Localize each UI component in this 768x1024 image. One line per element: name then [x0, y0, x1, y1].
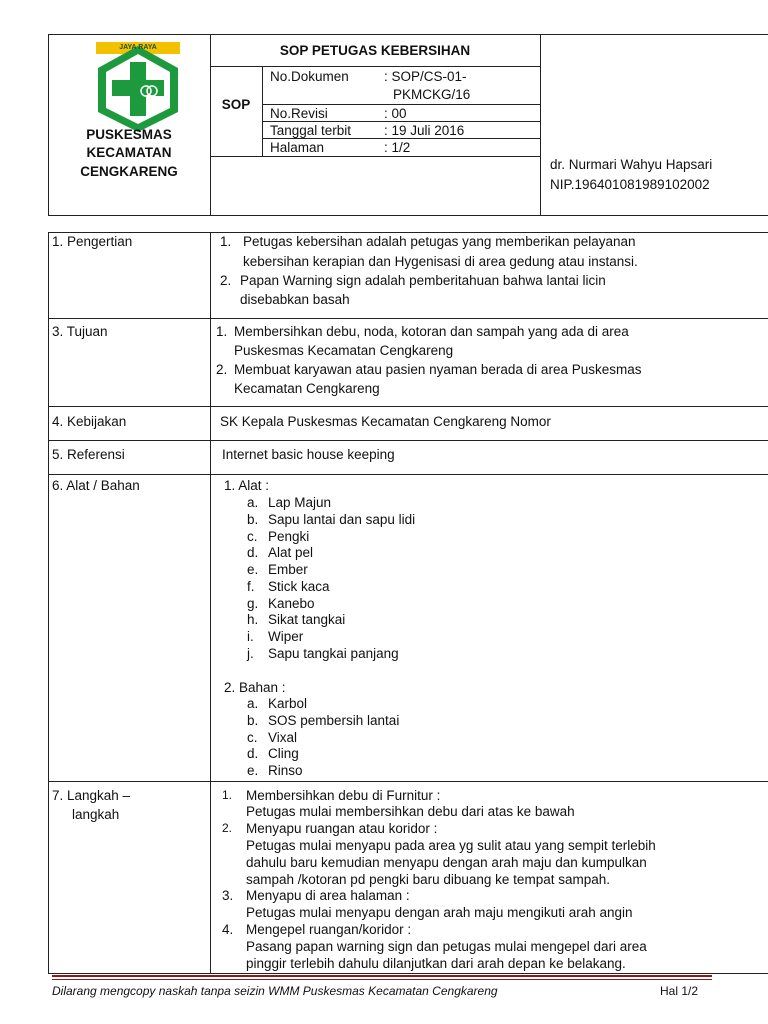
kebijakan-text: SK Kepala Puskesmas Kecamatan Cengkareng Nomor — [220, 414, 551, 429]
list-item-number: 1. — [216, 324, 228, 339]
step-text: Petugas mulai menyapu dengan arah maju mengikuti arah angin — [246, 905, 633, 920]
no-revisi-label: No.Revisi — [270, 106, 328, 121]
alat-item: Lap Majun — [268, 495, 332, 510]
bahan-key: b. — [247, 713, 259, 728]
alat-key: d. — [247, 545, 259, 560]
alat-item: Ember — [268, 562, 308, 577]
signer-nip: NIP.196401081989102002 — [550, 177, 710, 192]
no-dokumen-label: No.Dokumen — [270, 69, 349, 84]
bahan-key: c. — [247, 730, 258, 745]
alat-item: Alat pel — [268, 545, 314, 560]
alat-key: a. — [247, 495, 259, 510]
section-label-referensi: 5. Referensi — [52, 447, 125, 462]
section-label-tujuan: 3. Tujuan — [52, 324, 108, 339]
alat-key: j. — [247, 646, 254, 661]
logo-text: JAYA RAYA — [119, 44, 157, 51]
list-item: Kecamatan Cengkareng — [234, 381, 380, 396]
list-item: kebersihan kerapian dan Hygenisasi di area gedung atau instansi. — [243, 254, 638, 269]
bahan-item: Karbol — [268, 696, 308, 711]
alat-key: h. — [247, 612, 259, 627]
step-title: Menyapu di area halaman : — [246, 888, 410, 903]
no-revisi-value: : 00 — [384, 106, 407, 121]
alat-key: i. — [247, 629, 254, 644]
step-text: Petugas mulai membersihkan debu dari atas ke bawah — [246, 804, 575, 819]
alat-key: b. — [247, 512, 259, 527]
no-dokumen-value: : SOP/CS-01- — [384, 69, 467, 84]
tanggal-terbit-value: : 19 Juli 2016 — [384, 123, 465, 138]
alat-title: 1. Alat : — [224, 478, 270, 493]
divider — [210, 232, 211, 974]
alat-item: Stick kaca — [268, 579, 330, 594]
divider — [48, 318, 768, 319]
step-number: 1. — [222, 788, 233, 802]
step-text: Petugas mulai menyapu pada area yg sulit atau yang sempit terlebih — [246, 838, 656, 853]
divider — [48, 474, 768, 475]
list-item: Papan Warning sign adalah pemberitahuan bahwa lantai licin — [240, 273, 606, 288]
section-label-alat-bahan: 6. Alat / Bahan — [52, 478, 140, 493]
alat-key: c. — [247, 529, 258, 544]
sop-label: SOP — [221, 97, 251, 112]
org-name-3: CENGKARENG — [80, 164, 178, 179]
step-number: 3. — [222, 888, 234, 903]
org-name-1: PUSKESMAS — [86, 127, 172, 142]
org-name-2: KECAMATAN — [86, 145, 172, 160]
divider — [540, 34, 541, 216]
section-label-kebijakan: 4. Kebijakan — [52, 414, 127, 429]
alat-item: Kanebo — [268, 596, 315, 611]
alat-item: Sapu lantai dan sapu lidi — [268, 512, 416, 527]
divider — [210, 66, 540, 67]
bahan-title: 2. Bahan : — [224, 680, 286, 695]
step-title: Menyapu ruangan atau koridor : — [246, 821, 438, 836]
bahan-item: SOS pembersih lantai — [268, 713, 400, 728]
divider — [48, 781, 768, 782]
page-number: Hal 1/2 — [660, 984, 699, 998]
footer-notice: Dilarang mengcopy naskah tanpa seizin WMM Puskesmas Kecamatan Cengkareng — [52, 984, 498, 998]
signer-name: dr. Nurmari Wahyu Hapsari — [550, 157, 713, 172]
bahan-item: Cling — [268, 746, 299, 761]
divider — [262, 66, 263, 156]
list-item: Membuat karyawan atau pasien nyaman berada di area Puskesmas — [234, 362, 642, 377]
step-title: Mengepel ruangan/koridor : — [246, 922, 412, 937]
divider — [48, 440, 768, 441]
step-text: Pasang papan warning sign dan petugas mulai mengepel dari area — [246, 939, 647, 954]
footer-rule — [52, 975, 712, 977]
bahan-key: d. — [247, 746, 259, 761]
list-item: Membersihkan debu, noda, kotoran dan sampah yang ada di area — [234, 324, 629, 339]
bahan-item: Vixal — [268, 730, 298, 745]
divider — [210, 156, 540, 157]
alat-item: Sikat tangkai — [268, 612, 346, 627]
divider — [48, 406, 768, 407]
bahan-key: a. — [247, 696, 259, 711]
step-text: pinggir terlebih dahulu dilanjutkan dari arah depan ke belakang. — [246, 956, 626, 971]
bahan-key: e. — [247, 763, 259, 778]
alat-key: e. — [247, 562, 259, 577]
document-title: SOP PETUGAS KEBERSIHAN — [279, 43, 471, 58]
alat-item: Sapu tangkai panjang — [268, 646, 399, 661]
tanggal-terbit-label: Tanggal terbit — [270, 123, 352, 138]
bahan-item: Rinso — [268, 763, 303, 778]
list-item-number: 1. — [220, 234, 232, 249]
referensi-text: Internet basic house keeping — [222, 447, 395, 462]
step-title: Membersihkan debu di Furnitur : — [246, 788, 441, 803]
list-item: Petugas kebersihan adalah petugas yang memberikan pelayanan — [243, 234, 636, 249]
section-label-langkah-2: langkah — [72, 807, 120, 822]
step-text: sampah /kotoran pd pengki baru dibuang ke tempat sampah. — [246, 872, 610, 887]
no-dokumen-value-2: PKMCKG/16 — [393, 87, 471, 102]
section-label-langkah: 7. Langkah – — [52, 788, 131, 803]
section-label-pengertian: 1. Pengertian — [52, 234, 133, 249]
alat-key: g. — [247, 596, 259, 611]
list-item-number: 2. — [220, 273, 232, 288]
alat-item: Pengki — [268, 529, 310, 544]
puskesmas-logo — [90, 38, 186, 134]
step-text: dahulu baru kemudian menyapu dengan arah maju dan kumpulkan — [246, 855, 647, 870]
alat-item: Wiper — [268, 629, 304, 644]
list-item: Puskesmas Kecamatan Cengkareng — [234, 343, 454, 358]
step-number: 4. — [222, 922, 234, 937]
divider — [210, 34, 211, 216]
halaman-value: : 1/2 — [384, 140, 411, 155]
list-item: disebabkan basah — [240, 292, 350, 307]
halaman-label: Halaman — [270, 140, 325, 155]
alat-key: f. — [247, 579, 255, 594]
list-item-number: 2. — [216, 362, 228, 377]
footer-rule — [52, 979, 712, 980]
step-number: 2. — [222, 821, 233, 835]
